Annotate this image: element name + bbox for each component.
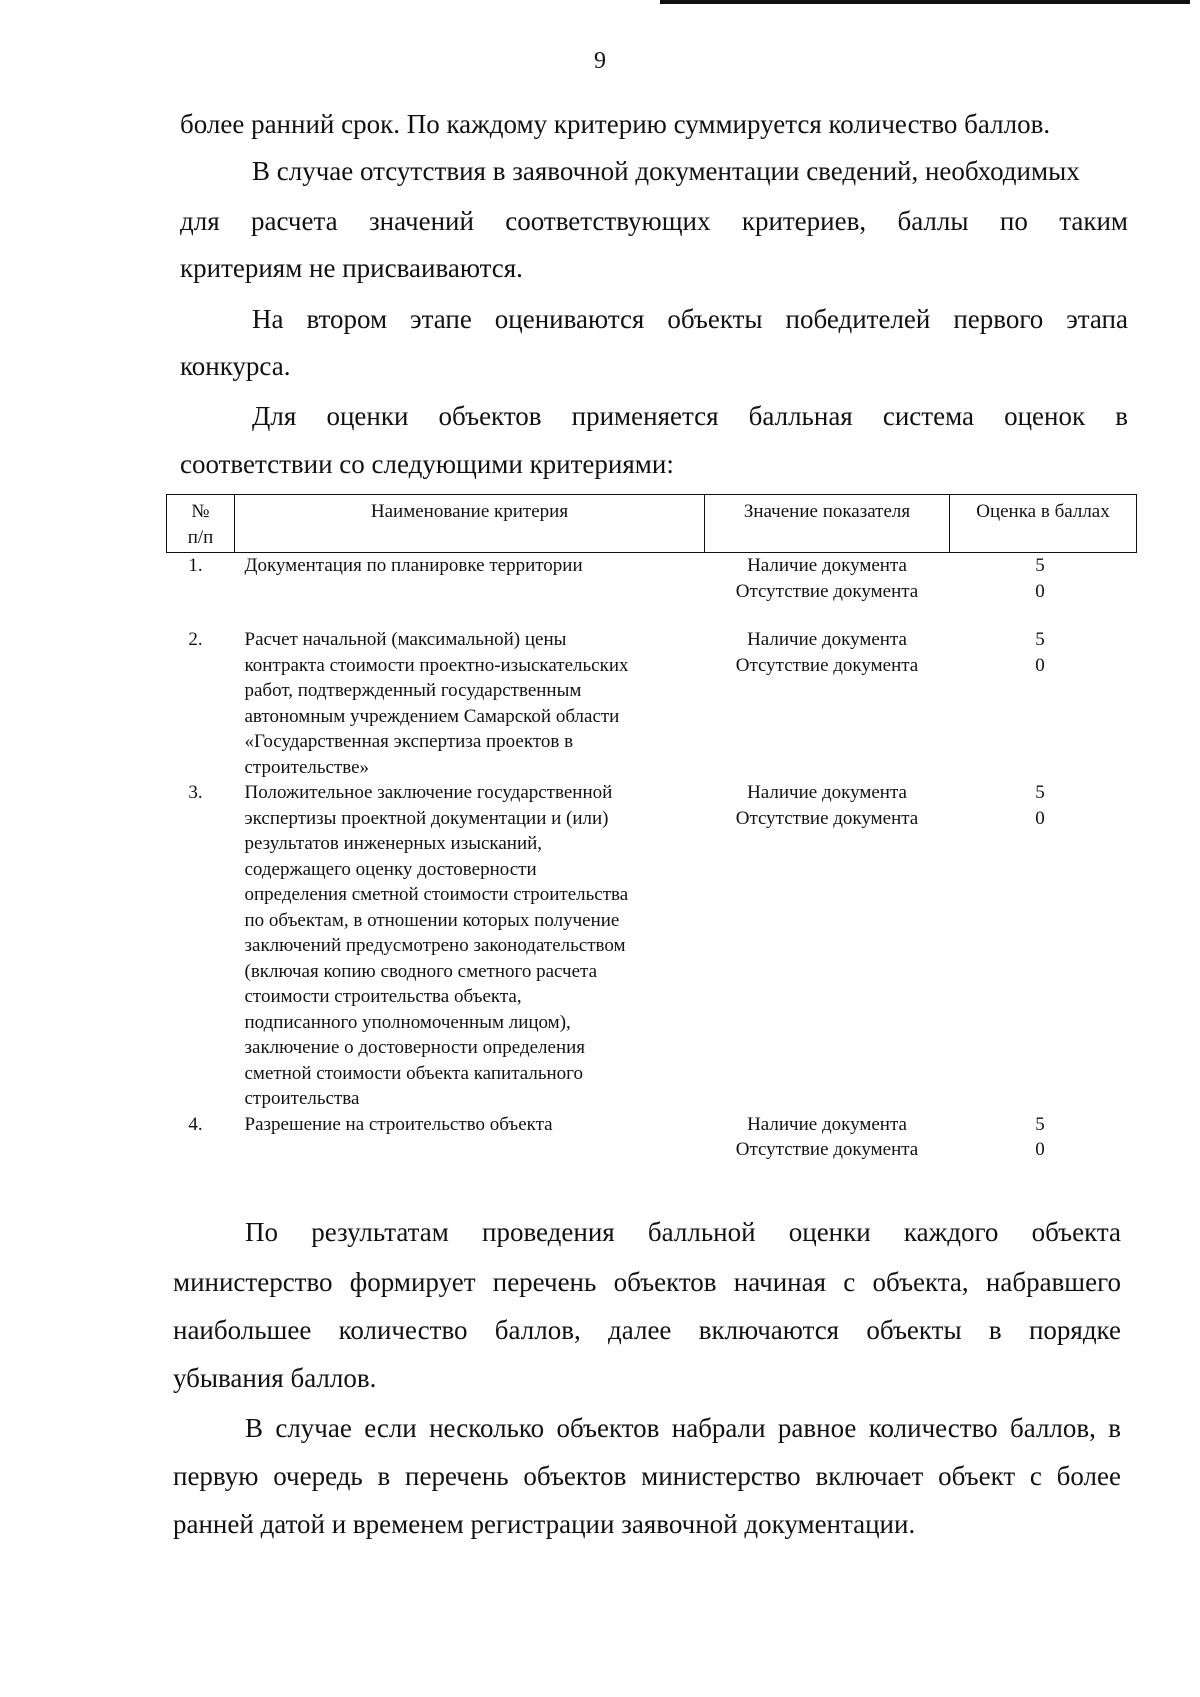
scores — [950, 627, 1137, 780]
indicator-value: Наличие документа — [747, 555, 907, 576]
header-criterion-name: Наименование критерия — [235, 495, 705, 553]
criterion-name-line: Положительное заключение государственной — [244, 782, 613, 803]
paragraph-2-line-3: критериям не присваиваются. — [180, 253, 523, 283]
indicator-value: Отсутствие документа — [735, 654, 919, 676]
paragraph-5-line-1: По результатам проведения балльной оценки каждого объекта — [245, 1217, 1121, 1247]
criterion-name-line: содержащего оценку достоверности — [244, 858, 537, 880]
row-number: 2. — [188, 629, 203, 650]
criterion-name-line: Документация по планировке территории — [244, 555, 583, 576]
indicator-values — [705, 627, 950, 780]
criterion-name-line: экспертизы проектной документации и (или) — [244, 807, 609, 829]
paragraph-6-line-2: первую очередь в перечень объектов министерство включает объект с более — [173, 1461, 1121, 1491]
paragraph-5-line-4: убывания баллов. — [173, 1363, 377, 1393]
indicator-value: Наличие документа — [747, 629, 907, 650]
criterion-name-line: Расчет начальной (максимальной) цены — [244, 629, 567, 650]
criterion-name-line: по объектам, в отношении которых получение — [244, 909, 620, 931]
indicator-value: Отсутствие документа — [735, 580, 919, 602]
paragraph-3-line-1: На втором этапе оцениваются объекты победителей первого этапа — [252, 304, 1128, 334]
header-number-line-1: № — [191, 501, 210, 522]
criterion-name-line: контракта стоимости проектно-изыскательских — [244, 654, 629, 676]
indicator-value: Отсутствие документа — [735, 1139, 919, 1160]
row-number: 4. — [188, 1113, 203, 1135]
header-number-line-2: п/п — [187, 526, 214, 548]
criterion-name — [235, 627, 705, 780]
header-score: Оценка в баллах — [950, 495, 1137, 553]
criterion-name-line: «Государственная экспертиза проектов в — [244, 731, 574, 752]
criterion-name-line: результатов инженерных изысканий, — [244, 833, 543, 854]
paragraph-5-line-2: министерство формирует перечень объектов начиная с объекта, набравшего — [173, 1267, 1121, 1297]
score-value: 0 — [1035, 654, 1045, 676]
criterion-name-line: заключение о достоверности определения — [244, 1037, 586, 1058]
indicator-value: Наличие документа — [747, 782, 907, 803]
row-number: 3. — [188, 782, 203, 803]
criterion-name-line: строительства — [244, 1088, 360, 1109]
paragraph-2-line-1: В случае отсутствия в заявочной документации сведений, необходимых — [252, 156, 1080, 186]
scores — [950, 1112, 1137, 1163]
criterion-name-line: сметной стоимости объекта капитального — [244, 1062, 583, 1084]
paragraph-6-line-3: ранней датой и временем регистрации заявочной документации. — [173, 1509, 916, 1539]
criterion-name — [235, 1112, 705, 1163]
header-number — [167, 495, 235, 553]
table-header-row — [167, 495, 1137, 553]
indicator-values — [705, 553, 950, 605]
paragraph-2-line-2: для расчета значений соответствующих критериев, баллы по таким — [180, 206, 1128, 236]
table-row — [167, 553, 1137, 605]
table-row — [167, 1112, 1137, 1163]
score-value: 0 — [1035, 1139, 1045, 1160]
indicator-value: Отсутствие документа — [735, 807, 919, 829]
criterion-name — [235, 780, 705, 1112]
criterion-name-line: (включая копию сводного сметного расчета — [244, 960, 598, 982]
table-row — [167, 627, 1137, 780]
top-edge-rule — [660, 0, 1190, 4]
score-value: 5 — [1035, 1113, 1045, 1135]
indicator-values — [705, 780, 950, 1112]
paragraph-3-line-2: конкурса. — [180, 351, 291, 381]
criterion-name-line: строительстве» — [244, 756, 370, 778]
scores — [950, 553, 1137, 605]
paragraph-4-line-2: соответствии со следующими критериями: — [180, 449, 674, 479]
criterion-name-line: автономным учреждением Самарской области — [244, 705, 620, 727]
criterion-name-line: стоимости строительства объекта, — [244, 986, 522, 1007]
indicator-value: Наличие документа — [747, 1113, 907, 1135]
score-value: 5 — [1035, 555, 1045, 576]
paragraph-5-line-3: наибольшее количество баллов, далее включаются объекты в порядке — [173, 1315, 1121, 1345]
page-number: 9 — [594, 48, 606, 74]
table-spacer-row — [167, 604, 1137, 627]
score-value: 5 — [1035, 629, 1045, 650]
score-value: 0 — [1035, 807, 1045, 829]
criteria-table — [166, 494, 1137, 1163]
row-number: 1. — [188, 555, 203, 576]
criterion-name-line: заключений предусмотрено законодательством — [244, 935, 626, 956]
score-value: 5 — [1035, 782, 1045, 803]
paragraph-4-line-1: Для оценки объектов применяется балльная система оценок в — [252, 401, 1128, 431]
paragraph-1: более ранний срок. По каждому критерию суммируется количество баллов. — [180, 109, 1051, 139]
header-indicator-value: Значение показателя — [705, 495, 950, 553]
criterion-name-line: подписанного уполномоченным лицом), — [244, 1011, 571, 1033]
paragraph-6-line-1: В случае если несколько объектов набрали равное количество баллов, в — [245, 1413, 1121, 1443]
criterion-name-line: работ, подтвержденный государственным — [244, 680, 582, 701]
criterion-name-line: определения сметной стоимости строительства — [244, 884, 629, 905]
table-row — [167, 780, 1137, 1112]
criterion-name-line: Разрешение на строительство объекта — [244, 1113, 553, 1135]
scores — [950, 780, 1137, 1112]
score-value: 0 — [1035, 580, 1045, 602]
indicator-values — [705, 1112, 950, 1163]
criterion-name — [235, 553, 705, 605]
